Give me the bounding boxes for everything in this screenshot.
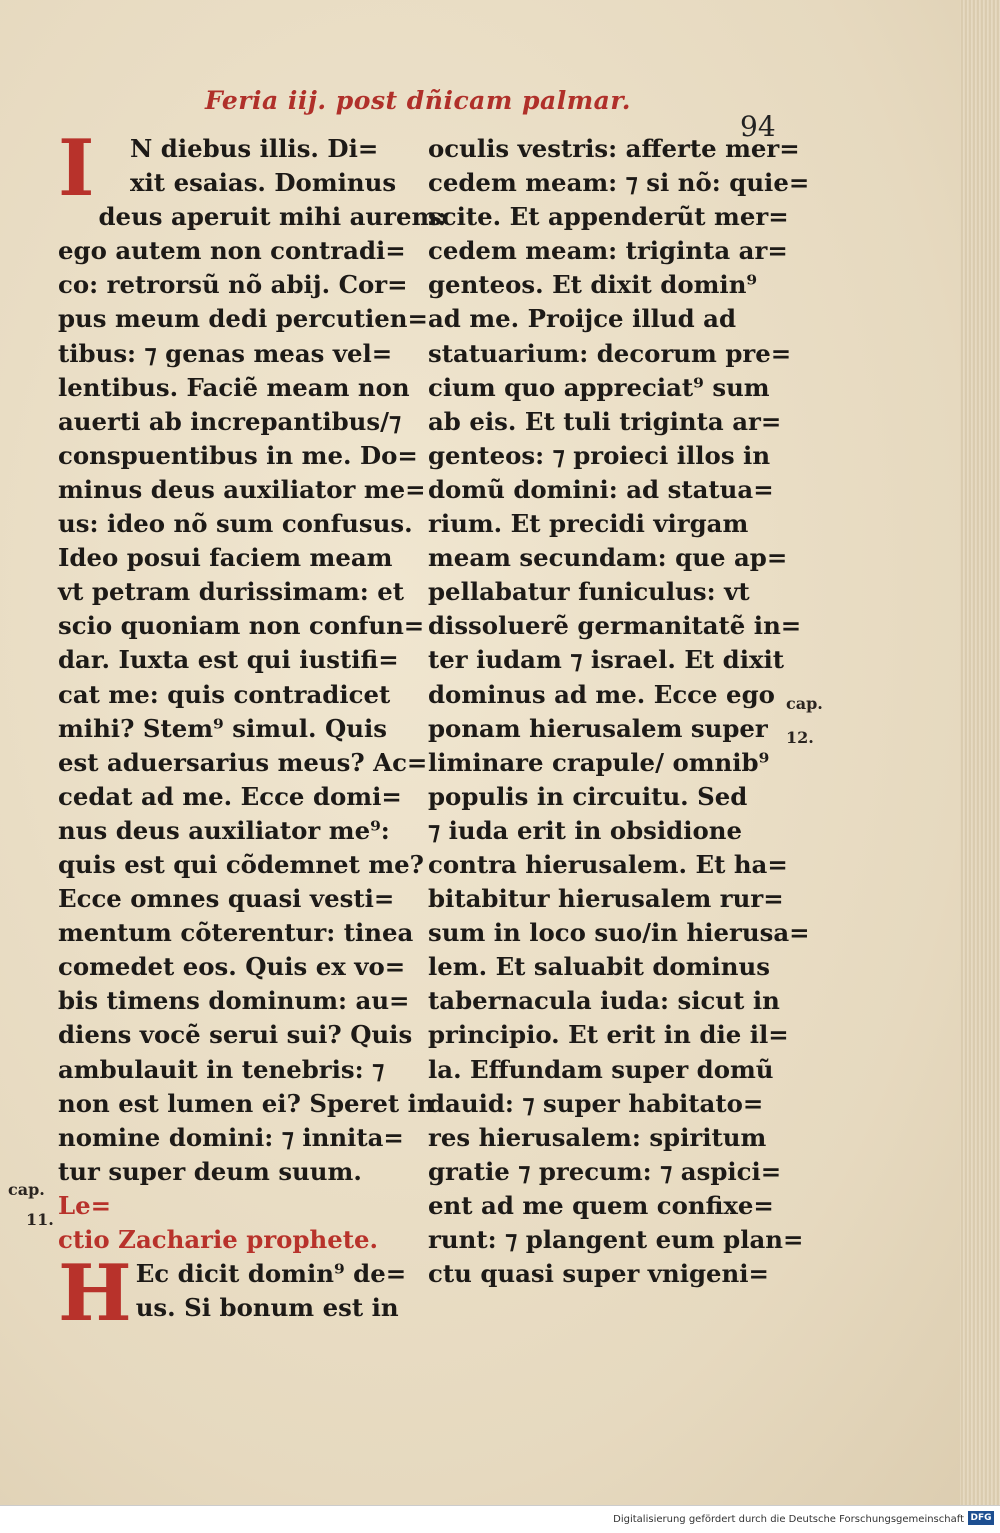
text-line: non est lumen ei? Speret in: [58, 1088, 435, 1118]
folio-number: 94: [740, 110, 776, 143]
text-line: quis est qui cõdemnet me?: [58, 849, 424, 879]
text-line: cedem meam: ⁊ si nõ: quie=: [428, 168, 810, 198]
text-line: principio. Et erit in die il=: [428, 1020, 789, 1050]
text-line: dominus ad me. Ecce ego: [428, 679, 775, 709]
left-column: [58, 123, 447, 1340]
text-line: est aduersarius meus? Ac=: [58, 747, 428, 777]
text-line: nus deus auxiliator me⁹:: [58, 815, 390, 845]
text-line: Ecce omnes quasi vesti=: [58, 884, 395, 914]
text-line: deus aperuit mihi aurem:: [98, 202, 447, 232]
text-line: us. Si bonum est in: [135, 1293, 399, 1323]
text-line: contra hierusalem. Et ha=: [428, 849, 788, 879]
text-line: comedet eos. Quis ex vo=: [58, 952, 406, 982]
text-line: bis timens dominum: au=: [58, 986, 410, 1016]
text-line: pus meum dedi percutien=: [58, 304, 428, 334]
text-line: dar. Iuxta est qui iustifi=: [58, 645, 399, 675]
margin-note-cap: cap.: [786, 694, 823, 713]
text-line: genteos. Et dixit domin⁹: [428, 270, 758, 300]
text-line: lentibus. Faciẽ meam non: [58, 372, 410, 402]
text-line: N diebus illis. Di=: [130, 134, 379, 163]
text-line: populis in circuitu. Sed: [428, 781, 748, 811]
red-initial-top: I: [58, 123, 95, 214]
text-line: statuarium: decorum pre=: [428, 338, 792, 368]
margin-note-cap-left: cap.: [8, 1180, 45, 1199]
text-line: ab eis. Et tuli triginta ar=: [428, 406, 782, 436]
text-line: liminare crapule/ omnib⁹: [428, 747, 770, 777]
text-line: dauid: ⁊ super habitato=: [428, 1088, 764, 1118]
text-line: minus deus auxiliator me=: [58, 474, 426, 504]
text-line: diens vocẽ serui sui? Quis: [58, 1020, 413, 1050]
text-line: scio quoniam non confun=: [58, 611, 425, 641]
text-line: ambulauit in tenebris: ⁊: [58, 1054, 385, 1084]
text-line: res hierusalem: spiritum: [428, 1122, 767, 1152]
text-line: ctu quasi super vnigeni=: [428, 1259, 769, 1289]
text-line: cedat ad me. Ecce domi=: [58, 781, 402, 811]
text-line: ego autem non contradi=: [58, 236, 406, 266]
text-line: conspuentibus in me. Do=: [58, 440, 418, 470]
text-line: mentum cõterentur: tinea: [58, 918, 414, 948]
text-line: Ideo posui faciem meam: [58, 543, 393, 573]
margin-note-chapter: 12.: [786, 728, 814, 747]
text-line: lem. Et saluabit dominus: [428, 952, 770, 982]
text-line: ter iudam ⁊ israel. Et dixit: [428, 645, 785, 675]
text-line: oculis vestris: afferte mer=: [428, 134, 800, 163]
page-fore-edge: [960, 0, 1000, 1505]
text-line: cat me: quis contradicet: [58, 679, 391, 709]
red-initial-bottom: H: [58, 1248, 132, 1340]
text-line: ad me. Proijce illud ad: [428, 304, 737, 334]
text-line: Ec dicit domin⁹ de=: [135, 1259, 407, 1289]
text-line: cedem meam: triginta ar=: [428, 236, 788, 266]
text-line: la. Effundam super domũ: [428, 1054, 774, 1084]
lectio-heading-start: Le=: [58, 1190, 112, 1220]
text-line: tibus: ⁊ genas meas vel=: [58, 338, 393, 368]
dfg-logo: DFG: [968, 1511, 994, 1525]
footer-credit: Digitalisierung gefördert durch die Deutsche Forschungsgemeinschaft: [613, 1514, 964, 1525]
text-line: scite. Et appenderũt mer=: [428, 202, 789, 232]
text-line: co: retrorsũ nõ abij. Cor=: [58, 270, 408, 300]
text-line: [58, 1189, 408, 1223]
left-column-lines: [58, 123, 447, 1189]
text-line: dissoluerẽ germanitatẽ in=: [428, 611, 802, 641]
margin-note-chapter-left: 11.: [26, 1210, 54, 1229]
text-line: tur super deum suum.: [58, 1156, 362, 1186]
text-line: vt petram durissimam: et: [58, 577, 405, 607]
text-line: pellabatur funiculus: vt: [428, 577, 750, 607]
text-line: nomine domini: ⁊ innita=: [58, 1122, 404, 1152]
text-line: ⁊ iuda erit in obsidione: [428, 815, 743, 845]
text-line: us: ideo nõ sum confusus.: [58, 509, 413, 539]
text-line: bitabitur hierusalem rur=: [428, 884, 784, 914]
text-line: gratie ⁊ precum: ⁊ aspici=: [428, 1156, 782, 1186]
text-line: auerti ab increpantibus/⁊: [58, 406, 402, 436]
lectio-heading: ctio Zacharie prophete.: [58, 1225, 379, 1254]
running-head: Feria iij. post dñicam palmar.: [205, 86, 631, 115]
text-line: cium quo appreciat⁹ sum: [428, 372, 770, 402]
text-line: meam secundam: que ap=: [428, 543, 788, 573]
text-line: tabernacula iuda: sicut in: [428, 986, 780, 1016]
text-line: runt: ⁊ plangent eum plan=: [428, 1225, 804, 1254]
text-line: ponam hierusalem super: [428, 713, 768, 743]
text-line: ent ad me quem confixe=: [428, 1190, 774, 1220]
text-line: xit esaias. Dominus: [130, 168, 397, 198]
text-line: domũ domini: ad statua=: [428, 474, 774, 504]
text-line: rium. Et precidi virgam: [428, 509, 749, 539]
text-line: sum in loco suo/in hierusa=: [428, 918, 810, 948]
text-line: mihi? Stem⁹ simul. Quis: [58, 713, 387, 743]
text-line: genteos: ⁊ proieci illos in: [428, 440, 771, 470]
